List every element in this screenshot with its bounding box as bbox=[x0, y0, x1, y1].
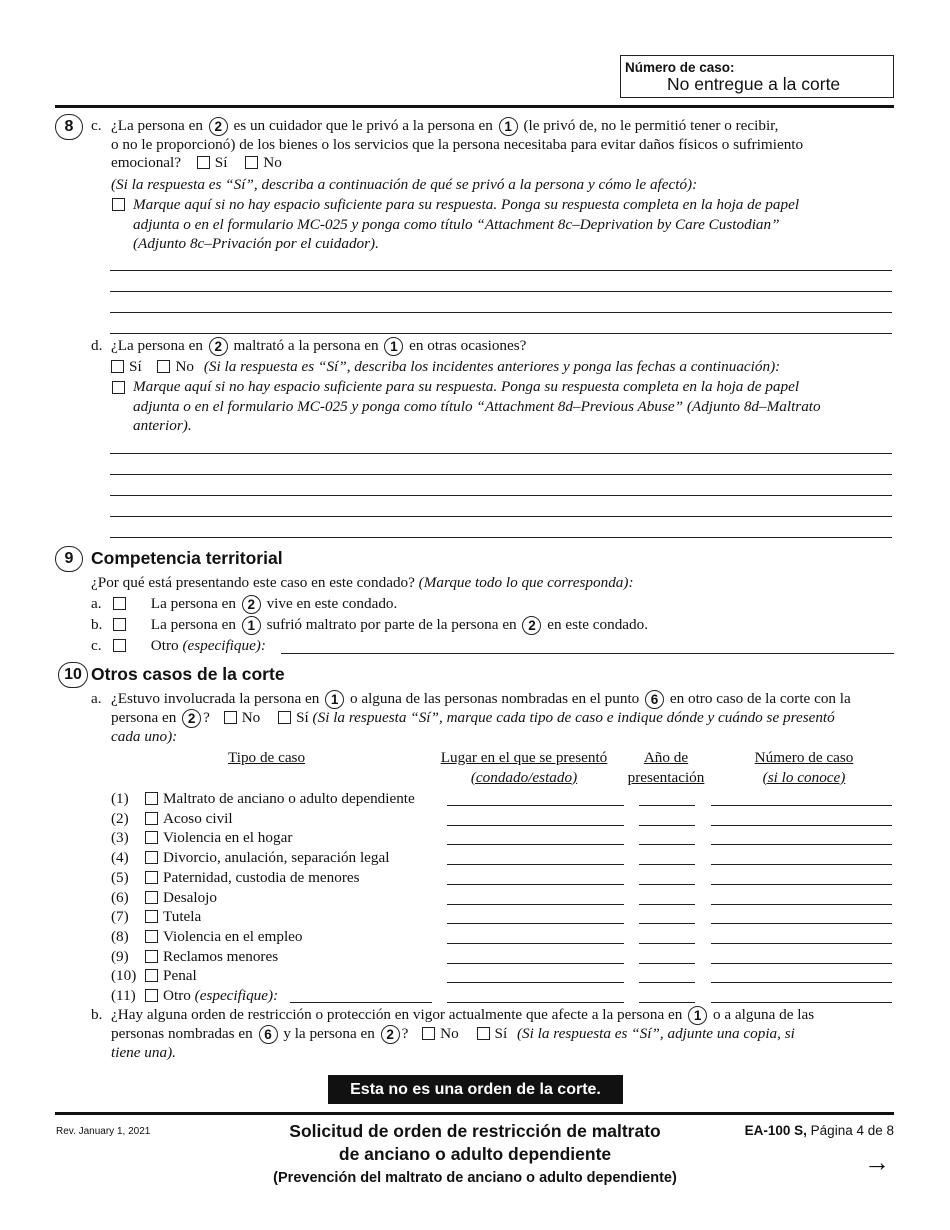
ref-person-1: 1 bbox=[499, 117, 518, 136]
not-court-order-notice: Esta no es una orden de la corte. bbox=[328, 1075, 623, 1104]
case-type-label: Desalojo bbox=[163, 888, 217, 906]
section-10b-yes-checkbox[interactable] bbox=[477, 1027, 490, 1040]
case-number-box[interactable] bbox=[620, 55, 894, 98]
case-type-checkbox[interactable] bbox=[145, 831, 158, 844]
case-year-line[interactable] bbox=[639, 982, 695, 983]
answer-line[interactable] bbox=[110, 333, 892, 334]
ref-person-1: 1 bbox=[325, 690, 344, 709]
answer-line[interactable] bbox=[110, 537, 892, 538]
section-9-question: ¿Por qué está presentando este caso en este condado? (Marque todo lo que corresponda): bbox=[91, 574, 634, 591]
case-other-checkbox[interactable] bbox=[145, 989, 158, 1002]
case-row-number: (10) bbox=[111, 967, 137, 985]
col-header-number: Número de caso (si lo conoce) bbox=[754, 749, 854, 786]
case-place-line[interactable] bbox=[447, 923, 624, 924]
section-9a: a. La persona en 2 vive en este condado. bbox=[91, 595, 398, 612]
case-other-specify-line[interactable] bbox=[290, 1002, 432, 1003]
case-row bbox=[111, 927, 303, 947]
case-type-checkbox[interactable] bbox=[145, 950, 158, 963]
case-type-checkbox[interactable] bbox=[145, 891, 158, 904]
ref-item-6: 6 bbox=[645, 690, 664, 709]
case-year-line[interactable] bbox=[639, 844, 695, 845]
case-type-label: Tutela bbox=[163, 908, 202, 926]
case-row bbox=[111, 809, 233, 829]
col-header-year: Año de presentación bbox=[627, 749, 705, 786]
section-10a-question: ¿Estuvo involucrada la persona en 1 o alguna de las personas nombradas en el punto 6 en otro caso de la corte con la bbox=[111, 690, 851, 707]
case-number-line[interactable] bbox=[711, 963, 892, 964]
case-row-number: (7) bbox=[111, 908, 129, 926]
section-10b-question: ¿Hay alguna orden de restricción o protección en vigor actualmente que afecte a la persona en 1 o a alguna de las bbox=[111, 1006, 815, 1023]
case-year-line[interactable] bbox=[639, 963, 695, 964]
case-row-number: (2) bbox=[111, 809, 129, 827]
case-number-line[interactable] bbox=[711, 884, 892, 885]
case-place-line[interactable] bbox=[447, 943, 624, 944]
case-type-checkbox[interactable] bbox=[145, 812, 158, 825]
section-9b-checkbox[interactable] bbox=[113, 618, 126, 631]
ref-person-1: 1 bbox=[384, 337, 403, 356]
section-10-number: 10 bbox=[58, 662, 88, 688]
header-rule bbox=[55, 105, 894, 108]
section-8d-attach-checkbox[interactable] bbox=[112, 381, 125, 394]
section-10a-no-checkbox[interactable] bbox=[224, 711, 237, 724]
answer-line[interactable] bbox=[110, 312, 892, 313]
section-9b: b. La persona en 1 sufrió maltrato por parte de la persona en 2 en este condado. bbox=[91, 616, 649, 633]
case-type-label: Reclamos menores bbox=[163, 947, 279, 965]
section-9c-checkbox[interactable] bbox=[113, 639, 126, 652]
case-place-line[interactable] bbox=[447, 884, 624, 885]
section-10b-question-line2: personas nombradas en 6 y la persona en 2 ? No Sí (Si la respuesta es “Sí”, adjunte una copia, si bbox=[111, 1025, 795, 1042]
case-type-checkbox[interactable] bbox=[145, 871, 158, 884]
section-8c-question-line3: emocional? Sí No bbox=[111, 154, 282, 171]
section-10a-letter: a. bbox=[91, 690, 102, 707]
answer-line[interactable] bbox=[110, 495, 892, 496]
case-row-other: (11) Otro (especifique): bbox=[111, 987, 279, 1004]
section-10b-letter: b. bbox=[91, 1006, 103, 1023]
section-10-title: Otros casos de la corte bbox=[91, 664, 285, 684]
section-8d-yes-checkbox[interactable] bbox=[111, 360, 124, 373]
answer-line[interactable] bbox=[110, 474, 892, 475]
case-year-line[interactable] bbox=[639, 943, 695, 944]
section-9c-specify-line[interactable] bbox=[281, 653, 894, 654]
case-row-number: (8) bbox=[111, 927, 129, 945]
section-8c-instruction: (Si la respuesta es “Sí”, describa a continuación de qué se privó a la persona y cómo le afectó): bbox=[111, 176, 698, 193]
ref-person-2: 2 bbox=[182, 709, 201, 728]
case-row-number: (6) bbox=[111, 888, 129, 906]
case-number-line[interactable] bbox=[711, 943, 892, 944]
section-8d-question: ¿La persona en 2 maltrató a la persona en 1 en otras ocasiones? bbox=[111, 337, 527, 354]
section-8c-attach-text: Marque aquí si no hay espacio suficiente para su respuesta. Ponga su respuesta completa en la hoja de papel adjunta o en el formulario MC-025 y ponga como título “Attachment 8c–Deprivation by Care Custodian” (Adjunto 8c–Privación por el cuidador). bbox=[133, 196, 800, 252]
section-10a-instruction-line2: cada uno): bbox=[111, 728, 178, 745]
case-year-line[interactable] bbox=[639, 923, 695, 924]
case-year-line[interactable] bbox=[639, 884, 695, 885]
case-type-checkbox[interactable] bbox=[145, 969, 158, 982]
ref-person-2: 2 bbox=[522, 616, 541, 635]
section-8d-attach-text: Marque aquí si no hay espacio suficiente para su respuesta. Ponga su respuesta completa en la hoja de papel adjunta o en el formulario MC-025 y ponga como título “Attachment 8d–Previous Abuse” (Adjunto 8d–Maltrato anterior). bbox=[133, 378, 821, 434]
ref-person-1: 1 bbox=[242, 616, 261, 635]
section-8-number: 8 bbox=[55, 114, 83, 140]
case-place-line[interactable] bbox=[447, 864, 624, 865]
case-other-place-line[interactable] bbox=[447, 1002, 624, 1003]
case-year-line[interactable] bbox=[639, 825, 695, 826]
case-row-number: (1) bbox=[111, 790, 129, 807]
answer-line[interactable] bbox=[110, 291, 892, 292]
answer-line[interactable] bbox=[110, 453, 892, 454]
case-type-label: Violencia en el hogar bbox=[163, 829, 293, 847]
section-8c-question: ¿La persona en 2 es un cuidador que le privó a la persona en 1 (le privó de, no le permitió tener o recibir, bbox=[111, 117, 779, 134]
case-row bbox=[111, 907, 201, 927]
case-row bbox=[111, 868, 360, 888]
case-other-year-line[interactable] bbox=[639, 1002, 695, 1003]
section-8c-question-line2: o no le proporcionó) de los bienes o los servicios que la persona necesitaba para evitar daños físicos o sufrimiento bbox=[111, 136, 804, 153]
section-8d-options: Sí No (Si la respuesta es “Sí”, describa los incidentes anteriores y ponga las fechas a continuación): bbox=[111, 357, 780, 377]
section-10b-instruction-line2: tiene una). bbox=[111, 1044, 176, 1061]
next-page-arrow-icon[interactable]: → bbox=[864, 1147, 890, 1177]
case-row bbox=[111, 828, 292, 848]
case-year-line[interactable] bbox=[639, 904, 695, 905]
case-number-note: No entregue a la corte bbox=[667, 74, 841, 94]
section-9-title: Competencia territorial bbox=[91, 548, 283, 568]
case-row-number: (5) bbox=[111, 868, 129, 886]
ref-person-2: 2 bbox=[209, 117, 228, 136]
section-8c-attach-checkbox[interactable] bbox=[112, 198, 125, 211]
section-10b-no-checkbox[interactable] bbox=[422, 1027, 435, 1040]
ref-item-6: 6 bbox=[259, 1025, 278, 1044]
case-place-line[interactable] bbox=[447, 844, 624, 845]
footer-form-page: EA-100 S, Página 4 de 8 bbox=[744, 1123, 894, 1138]
case-row-number: (4) bbox=[111, 849, 129, 867]
footer-title: Solicitud de orden de restricción de maltrato de anciano o adulto dependiente (Prevención del maltrato de anciano o adulto dependiente) bbox=[273, 1121, 677, 1186]
section-8d-no-checkbox[interactable] bbox=[157, 360, 170, 373]
case-number-label: Número de caso: bbox=[625, 60, 735, 75]
case-year-line[interactable] bbox=[639, 864, 695, 865]
section-8c-letter: c. bbox=[91, 117, 102, 134]
section-10a-question-line2: persona en 2 ? No Sí (Si la respuesta “Sí”, marque cada tipo de caso e indique dónde y cuándo se presentó bbox=[111, 709, 835, 726]
case-number-line[interactable] bbox=[711, 923, 892, 924]
case-other-number-line[interactable] bbox=[711, 1002, 892, 1003]
case-row bbox=[111, 888, 217, 908]
case-type-checkbox[interactable] bbox=[145, 930, 158, 943]
section-9a-checkbox[interactable] bbox=[113, 597, 126, 610]
case-row bbox=[111, 789, 415, 809]
footer-revision: Rev. January 1, 2021 bbox=[56, 1126, 151, 1137]
section-9c: c. Otro (especifique): bbox=[91, 637, 266, 654]
case-place-line[interactable] bbox=[447, 825, 624, 826]
case-place-line[interactable] bbox=[447, 904, 624, 905]
section-8c-yes-checkbox[interactable] bbox=[197, 156, 210, 169]
case-type-label: Paternidad, custodia de menores bbox=[163, 868, 360, 886]
case-type-checkbox[interactable] bbox=[145, 792, 158, 805]
ref-person-1: 1 bbox=[688, 1006, 707, 1025]
case-row-number: (9) bbox=[111, 947, 129, 965]
case-number-line[interactable] bbox=[711, 805, 892, 806]
section-10a-yes-checkbox[interactable] bbox=[278, 711, 291, 724]
answer-line[interactable] bbox=[110, 516, 892, 517]
case-type-checkbox[interactable] bbox=[145, 851, 158, 864]
case-type-label: Divorcio, anulación, separación legal bbox=[163, 849, 390, 867]
case-place-line[interactable] bbox=[447, 805, 624, 806]
case-type-label: Penal bbox=[163, 967, 197, 985]
case-place-line[interactable] bbox=[447, 963, 624, 964]
case-number-line[interactable] bbox=[711, 825, 892, 826]
section-8d-letter: d. bbox=[91, 337, 103, 354]
case-number-line[interactable] bbox=[711, 982, 892, 983]
case-row bbox=[111, 947, 278, 967]
case-number-line[interactable] bbox=[711, 904, 892, 905]
answer-line[interactable] bbox=[110, 270, 892, 271]
case-number-line[interactable] bbox=[711, 844, 892, 845]
section-8c-no-checkbox[interactable] bbox=[245, 156, 258, 169]
ref-person-2: 2 bbox=[381, 1025, 400, 1044]
case-row bbox=[111, 848, 389, 868]
ref-person-2: 2 bbox=[209, 337, 228, 356]
section-9-number: 9 bbox=[55, 546, 83, 572]
case-number-line[interactable] bbox=[711, 864, 892, 865]
case-row-number: (3) bbox=[111, 829, 129, 847]
case-place-line[interactable] bbox=[447, 982, 624, 983]
col-header-type: Tipo de caso bbox=[228, 749, 306, 766]
case-type-label: Maltrato de anciano o adulto dependiente bbox=[163, 790, 415, 807]
case-year-line[interactable] bbox=[639, 805, 695, 806]
case-type-label: Acoso civil bbox=[163, 809, 233, 827]
case-type-checkbox[interactable] bbox=[145, 910, 158, 923]
footer-rule bbox=[55, 1112, 894, 1115]
ref-person-2: 2 bbox=[242, 595, 261, 614]
col-header-place: Lugar en el que se presentó (condado/estado) bbox=[440, 749, 608, 786]
case-type-label: Violencia en el empleo bbox=[163, 927, 303, 945]
case-row bbox=[111, 966, 197, 986]
